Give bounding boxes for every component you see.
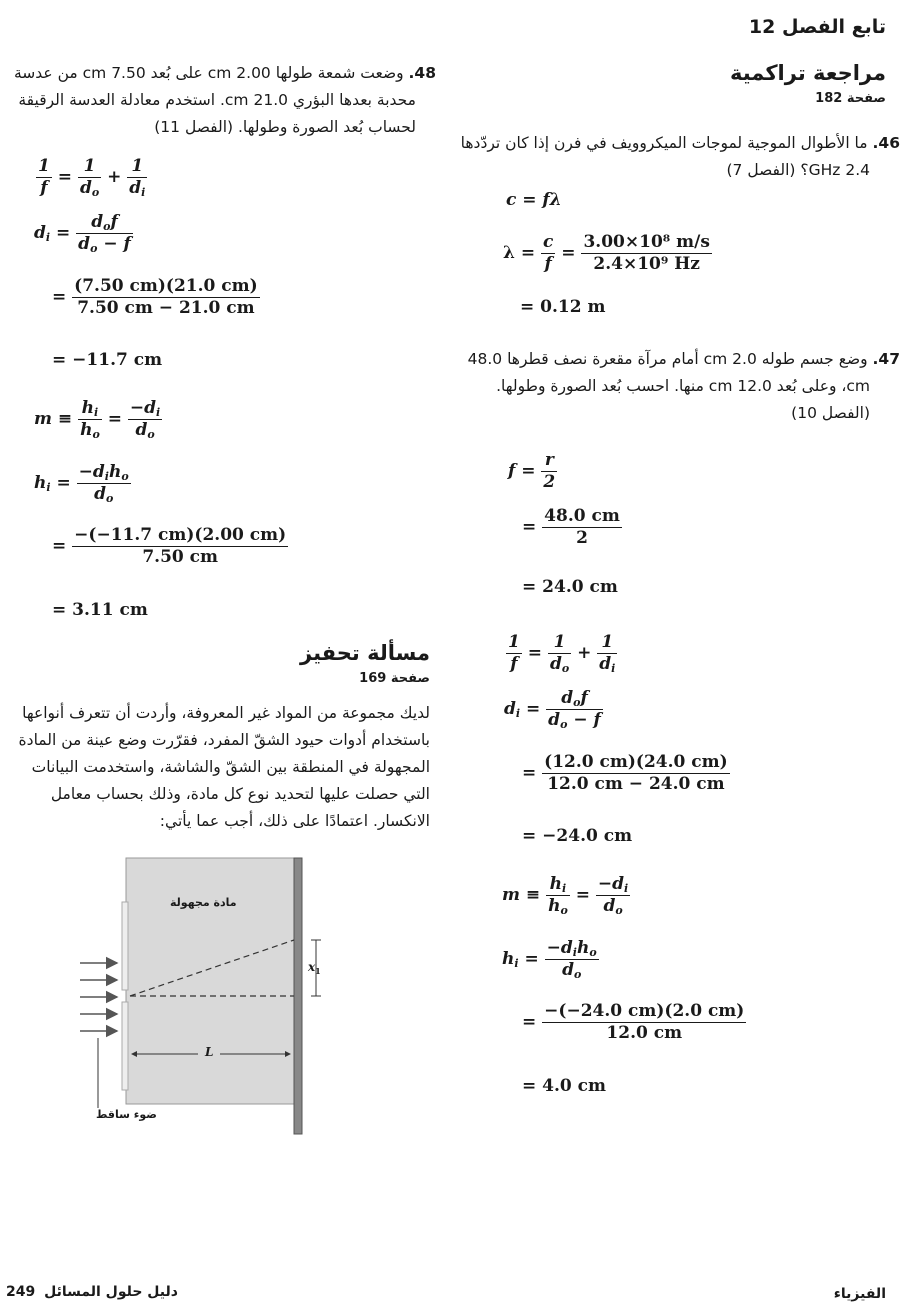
q47-text bbox=[460, 346, 900, 427]
material-label: مادة مجهولة bbox=[170, 896, 237, 909]
q46-lambda-val-num: 3.00×10⁸ m/s bbox=[583, 232, 710, 252]
challenge-title: مسألة تحفيز bbox=[300, 641, 430, 665]
q48-statement: وضعت شمعة طولها 2.00 cm على بُعد 7.50 cm من عدسة محدبة بعدها البؤري 21.0 cm. استخدم معادلة العدسة الرقيقة لحساب بُعد الصورة وطولها. (الفصل 11) bbox=[13, 64, 416, 136]
q47-di-formula: $d_i$ = $d_of$ $d_o - f$ bbox=[504, 688, 601, 731]
q48-m-formula: m ≡ $\frac{h_i}{h_o}$ = $\frac{-d_i}{d_o}$ bbox=[34, 398, 161, 441]
chapter-heading: تابع الفصل 12 bbox=[748, 16, 886, 38]
q47-m-formula: m ≡ $\frac{h_i}{h_o}$ = $\frac{-d_i}{d_o}$ bbox=[502, 874, 629, 917]
q48-hi-sub: = $\frac{-(-11.7 cm)(2.00 cm)}{7.50 cm}$ bbox=[52, 525, 287, 567]
q46-number: 46. bbox=[872, 134, 900, 152]
screen bbox=[294, 858, 302, 1134]
q48-di-den: 7.50 cm − 21.0 cm bbox=[77, 298, 255, 318]
q47-hi-formula: $h_i$ = $-d_ih_o$ $d_o$ bbox=[502, 938, 597, 981]
challenge-page: صفحة 169 bbox=[359, 671, 430, 686]
q48-di-num: (7.50 cm)(21.0 cm) bbox=[74, 276, 258, 296]
q47-hi-num: −(−24.0 cm)(2.0 cm) bbox=[544, 1001, 745, 1021]
slit-lower bbox=[122, 1002, 128, 1090]
q47-lens-eq: $\frac{1}{f}$ = $\frac{1}{d_o}$ + $\frac{1}{d_i}$ bbox=[508, 632, 616, 675]
q47-f-den: 2 bbox=[543, 472, 556, 492]
q47-hi-result: = 4.0 cm bbox=[522, 1076, 606, 1096]
x1-label-text: x bbox=[308, 960, 316, 974]
q46-eq-c bbox=[506, 190, 562, 210]
review-page: صفحة 182 bbox=[815, 91, 886, 106]
q46-eq-lambda bbox=[503, 232, 712, 275]
q46-lambda-eq: = bbox=[561, 243, 576, 263]
q47-f-result: = 24.0 cm bbox=[522, 577, 618, 597]
q46-result: = 0.12 m bbox=[520, 297, 606, 317]
q48-di-result: = −11.7 cm bbox=[52, 350, 163, 370]
length-label: L bbox=[205, 1045, 214, 1059]
q47-eq-f-sub: = $\frac{48.0 cm}{2}$ bbox=[522, 506, 620, 548]
q47-di-den: 12.0 cm − 24.0 cm bbox=[547, 774, 725, 794]
slit-upper bbox=[122, 902, 128, 990]
q47-hi-sub: = $\frac{-(-24.0 cm)(2.0 cm)}{12.0 cm}$ bbox=[522, 1001, 745, 1043]
challenge-text: لديك مجموعة من المواد غير المعروفة، وأردت أن تتعرف أنواعها باستخدام أدوات حيود الشقّ المفرد، فقرّرت وضع عينة من المادة المجهولة في المنطقة بين الشقّ والشاشة، واستخدمت البيانات التي حصلت عليها لتحديد نوع كل مادة، وذلك بحساب معامل الانكسار. اعتمادًا على ذلك، أجب عما يأتي: bbox=[18, 704, 430, 830]
q48-hi-den: 7.50 cm bbox=[142, 547, 218, 567]
q47-f-sub-den: 2 bbox=[576, 528, 588, 548]
light-label: ضوء ساقط bbox=[96, 1108, 157, 1121]
q47-statement: وضع جسم طوله 2.0 cm أمام مرآة مقعرة نصف قطرها 48.0 cm، وعلى بُعد 12.0 cm منها. احسب بُعد الصورة وطولها. (الفصل 10) bbox=[467, 350, 870, 422]
q48-text bbox=[6, 60, 436, 141]
q46-lambda-lhs: λ = bbox=[503, 243, 536, 263]
q47-eq-f: f = $\frac{r}{2}$ bbox=[508, 450, 556, 492]
q46-eq-c-text: c = fλ bbox=[506, 190, 562, 210]
q48-hi-result: = 3.11 cm bbox=[52, 600, 148, 620]
q47-di-sub: = $\frac{(12.0 cm)(24.0 cm)}{12.0 cm - 24.0 cm}$ bbox=[522, 752, 728, 794]
x1-label-sub: 1 bbox=[315, 966, 321, 976]
footer-left bbox=[6, 1284, 178, 1300]
incident-arrows bbox=[80, 963, 117, 1031]
q46-text bbox=[460, 130, 900, 184]
q48-hi-num: −(−11.7 cm)(2.00 cm) bbox=[74, 525, 287, 545]
q46-lambda-val-den: 2.4×10⁹ Hz bbox=[593, 254, 700, 274]
guide-title: دليل حلول المسائل bbox=[44, 1284, 178, 1300]
subject-title: الفيزياء bbox=[833, 1286, 886, 1302]
page-number: 249 bbox=[6, 1284, 36, 1300]
q47-f-num: r bbox=[541, 450, 557, 472]
diffraction-figure bbox=[70, 840, 330, 1140]
q47-hi-den: 12.0 cm bbox=[606, 1023, 683, 1043]
q47-number: 47. bbox=[872, 350, 900, 368]
q48-di-formula: $d_i$ = $d_of$ $d_o - f$ bbox=[34, 212, 131, 255]
q47-di-result: = −24.0 cm bbox=[522, 826, 633, 846]
q48-lens-eq: $\frac{1}{f}$ = $\frac{1}{d_o}$ + $\frac{1}{d_i}$ bbox=[38, 156, 146, 199]
q48-number: 48. bbox=[408, 64, 436, 82]
q48-di-sub: = $\frac{(7.50 cm)(21.0 cm)}{7.50 cm - 21.0 cm}$ bbox=[52, 276, 258, 318]
review-title: مراجعة تراكمية bbox=[729, 61, 886, 85]
material-block bbox=[126, 858, 296, 1104]
q46-statement: ما الأطوال الموجية لموجات الميكروويف في فرن إذا كان تردّدها 2.4 GHz؟ (الفصل 7) bbox=[460, 134, 870, 179]
q48-hi-formula: $h_i$ = $-d_ih_o$ $d_o$ bbox=[34, 462, 129, 505]
q47-f-sub-num: 48.0 cm bbox=[544, 506, 620, 526]
q46-lambda-den: f bbox=[544, 254, 552, 274]
x1-label bbox=[308, 960, 321, 974]
q47-di-num: (12.0 cm)(24.0 cm) bbox=[544, 752, 728, 772]
q46-lambda-num: c bbox=[543, 232, 554, 252]
